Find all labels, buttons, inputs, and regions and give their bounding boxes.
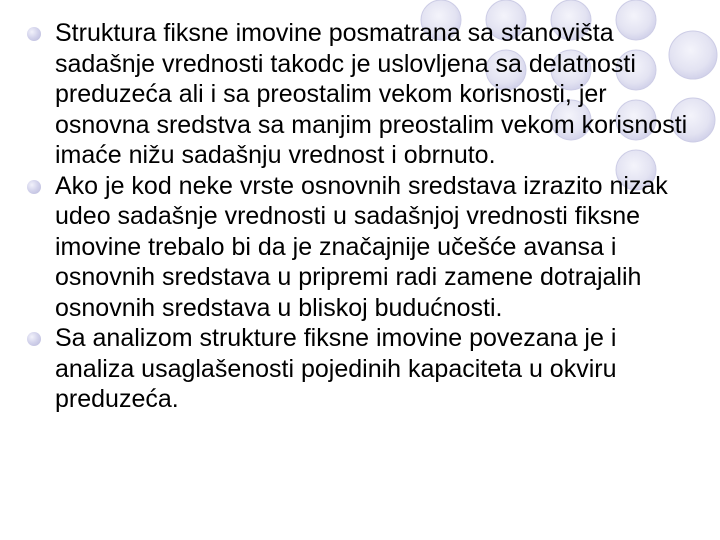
bullet-list bbox=[22, 18, 702, 415]
slide-content bbox=[22, 18, 702, 415]
bullet-text: Sa analizom strukture fiksne imovine povezana je i analiza usaglašenosti pojedinih kapaciteta u okviru preduzeća. bbox=[55, 324, 617, 413]
circle-bullet-icon bbox=[27, 27, 41, 41]
bullet-item bbox=[22, 323, 702, 415]
bullet-text: Struktura fiksne imovine posmatrana sa stanovišta sadašnje vrednosti takodc je uslovljena sa delatnosti preduzeća ali i sa preostalim vekom korisnosti, jer osnovna sredstva sa manjim preostalim vekom korisnosti imaće nižu sadašnju vrednost i obrnuto. bbox=[55, 19, 688, 169]
bullet-item bbox=[22, 18, 702, 171]
circle-bullet-icon bbox=[27, 180, 41, 194]
bullet-item bbox=[22, 171, 702, 324]
bullet-text: Ako je kod neke vrste osnovnih sredstava izrazito nizak udeo sadašnje vrednosti u sadašnjoj vrednosti fiksne imovine trebalo bi da je značajnije učešće avansa i osnovnih sredstava u pripremi radi zamene dotrajalih osnovnih sredstava u bliskoj budućnosti. bbox=[55, 171, 668, 322]
circle-bullet-icon bbox=[27, 332, 41, 346]
